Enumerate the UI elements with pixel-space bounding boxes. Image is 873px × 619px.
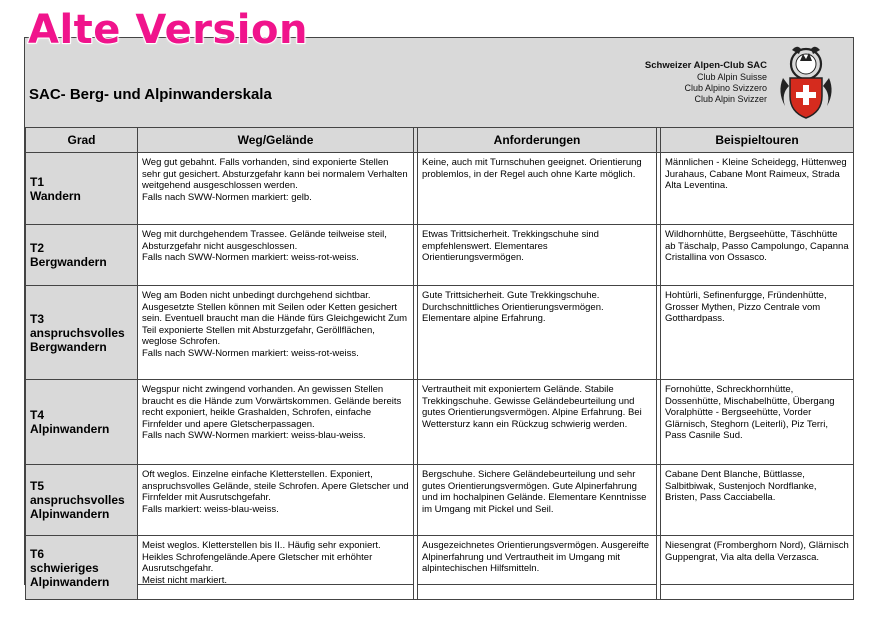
grade-code: T4 — [30, 408, 45, 422]
terrain-cell: Weg mit durchgehendem Trassee. Gelände teilweise steil, Absturzgefahr nicht ausgeschlossen. Falls nach SWW-Normen markiert: weiss-rot-weiss. — [138, 225, 414, 286]
grade-code: T3 — [30, 311, 45, 326]
club-name-rm: Club Alpin Svizzer — [694, 94, 767, 104]
example-tours-cell: Niesengrat (Fromberghorn Nord), Glärnisch Guppengrat, Via alta della Verzasca. — [661, 536, 854, 600]
grade-name: schwieriges Alpinwandern — [30, 560, 110, 589]
terrain-cell: Oft weglos. Einzelne einfache Kletterstellen. Exponiert, anspruchsvolles Gelände, steile Schrofen. Apere Gletscher und Firnfelder mit Ausrutschgefahr. Falls markiert: weiss-blau-weiss. — [138, 465, 414, 536]
grade-code: T2 — [30, 241, 45, 255]
hiking-scale-table — [25, 127, 854, 600]
club-name-de: Schweizer Alpen-Club SAC — [644, 60, 767, 71]
requirements-cell: Gute Trittsicherheit. Gute Trekkingschuhe. Durchschnittliches Orientierungsvermögen. Elementare alpine Erfahrung. — [418, 286, 657, 380]
sac-scale-sheet — [24, 37, 854, 589]
example-tours-cell: Hohtürli, Sefinenfurgge, Fründenhütte, Grosser Mythen, Pizzo Centrale vom Gotthardpass. — [661, 286, 854, 380]
example-tours-cell: Fornohütte, Schreckhornhütte, Dossenhütte, Mischabelhütte, Übergang Voralphütte - Bergseehütte, Vorder Glärnisch, Steghorn (Leiterli), Piz Terri, Pass Casnile Sud. — [661, 380, 854, 465]
grade-code: T6 — [30, 546, 45, 561]
table-row — [26, 380, 854, 465]
grade-name: Bergwandern — [30, 255, 107, 269]
table-row — [26, 225, 854, 286]
grade-name: anspruchsvolles Alpinwandern — [30, 493, 125, 521]
grade-name: Alpinwandern — [30, 422, 110, 436]
club-name-fr: Club Alpin Suisse — [696, 72, 767, 82]
sac-logo-icon — [777, 44, 835, 122]
requirements-cell: Etwas Trittsicherheit. Trekkingschuhe sind empfehlenswert. Elementares Orientierungsvermögen. — [418, 225, 657, 286]
document-title: SAC- Berg- und Alpinwanderskala — [29, 86, 272, 103]
column-header-beispieltouren: Beispieltouren — [661, 128, 854, 153]
grade-cell — [26, 286, 138, 380]
grade-cell — [26, 465, 138, 536]
requirements-cell: Bergschuhe. Sichere Geländebeurteilung und sehr gutes Orientierungsvermögen. Gute Alpinerfahrung und im hochalpinen Gelände. Elementare Kenntnisse im Umgang mit Pickel und Seil. — [418, 465, 657, 536]
terrain-cell: Weg am Boden nicht unbedingt durchgehend sichtbar. Ausgesetzte Stellen können mit Seilen oder Ketten gesichert sein. Eventuell braucht man die Hände fürs Gleichgewicht Zum Teil exponierte Stellen mit Absturzgefahr, Geröllflächen, weglose Schrofen. Falls nach SWW-Normen markiert: weiss-rot-weiss. — [138, 286, 414, 380]
grade-name: anspruchsvolles Bergwandern — [30, 325, 125, 354]
terrain-cell: Weg gut gebahnt. Falls vorhanden, sind exponierte Stellen sehr gut gesichert. Absturzgefahr kann bei normalem Verhalten weitgehend ausgeschlossen werden. Falls nach SWW-Normen markiert: gelb. — [138, 153, 414, 225]
club-name-it: Club Alpino Svizzero — [684, 83, 767, 93]
table-row — [26, 465, 854, 536]
column-header-anforderungen: Anforderungen — [418, 128, 657, 153]
old-version-banner: Alte Version — [28, 7, 308, 53]
requirements-cell: Vertrautheit mit exponiertem Gelände. Stabile Trekkingschuhe. Gewisse Geländebeurteilung und gutes Orientierungsvermögen. Alpine Erfahrung. Bei Wettersturz kann ein Rückzug schwierig werden. — [418, 380, 657, 465]
grade-code: T5 — [30, 479, 45, 493]
terrain-cell: Wegspur nicht zwingend vorhanden. An gewissen Stellen braucht es die Hände zum Vorwärtskommen. Gelände bereits recht exponiert, heikle Grashalden, Schrofen, einfache Firnfelder und apere Gletscherpassagen. Falls nach SWW-Normen markiert: weiss-blau-weiss. — [138, 380, 414, 465]
grade-cell — [26, 380, 138, 465]
example-tours-cell: Cabane Dent Blanche, Büttlasse, Salbitbiwak, Sustenjoch Nordflanke, Bristen, Pass Cacciabella. — [661, 465, 854, 536]
grade-cell — [26, 225, 138, 286]
example-tours-cell: Wildhornhütte, Bergseehütte, Täschhütte ab Täschalp, Passo Campolungo, Capanna Cristallina von Ossasco. — [661, 225, 854, 286]
grade-name: Wandern — [30, 188, 81, 203]
example-tours-cell: Männlichen - Kleine Scheidegg, Hüttenweg Jurahaus, Cabane Mont Raimeux, Strada Alta Leventina. — [661, 153, 854, 225]
grade-code: T1 — [30, 174, 45, 189]
requirements-cell: Ausgezeichnetes Orientierungsvermögen. Ausgereifte Alpinerfahrung und Vertrautheit im Umgang mit alpintechischen Hilfsmitteln. — [418, 536, 657, 600]
table-row — [26, 536, 854, 600]
requirements-cell: Keine, auch mit Turnschuhen geeignet. Orientierung problemlos, in der Regel auch ohne Karte möglich. — [418, 153, 657, 225]
grade-cell — [26, 536, 138, 600]
grade-cell — [26, 153, 138, 225]
column-header-grad: Grad — [26, 128, 138, 153]
table-header-row — [26, 128, 854, 153]
table-row — [26, 153, 854, 225]
table-row — [26, 286, 854, 380]
club-names — [645, 60, 767, 105]
terrain-cell: Meist weglos. Kletterstellen bis II.. Häufig sehr exponiert. Heikles Schrofengelände.Apere Gletscher mit erhöhter Ausrutschgefahr. Meist nicht markiert. — [138, 536, 414, 600]
column-header-weg: Weg/Gelände — [138, 128, 414, 153]
